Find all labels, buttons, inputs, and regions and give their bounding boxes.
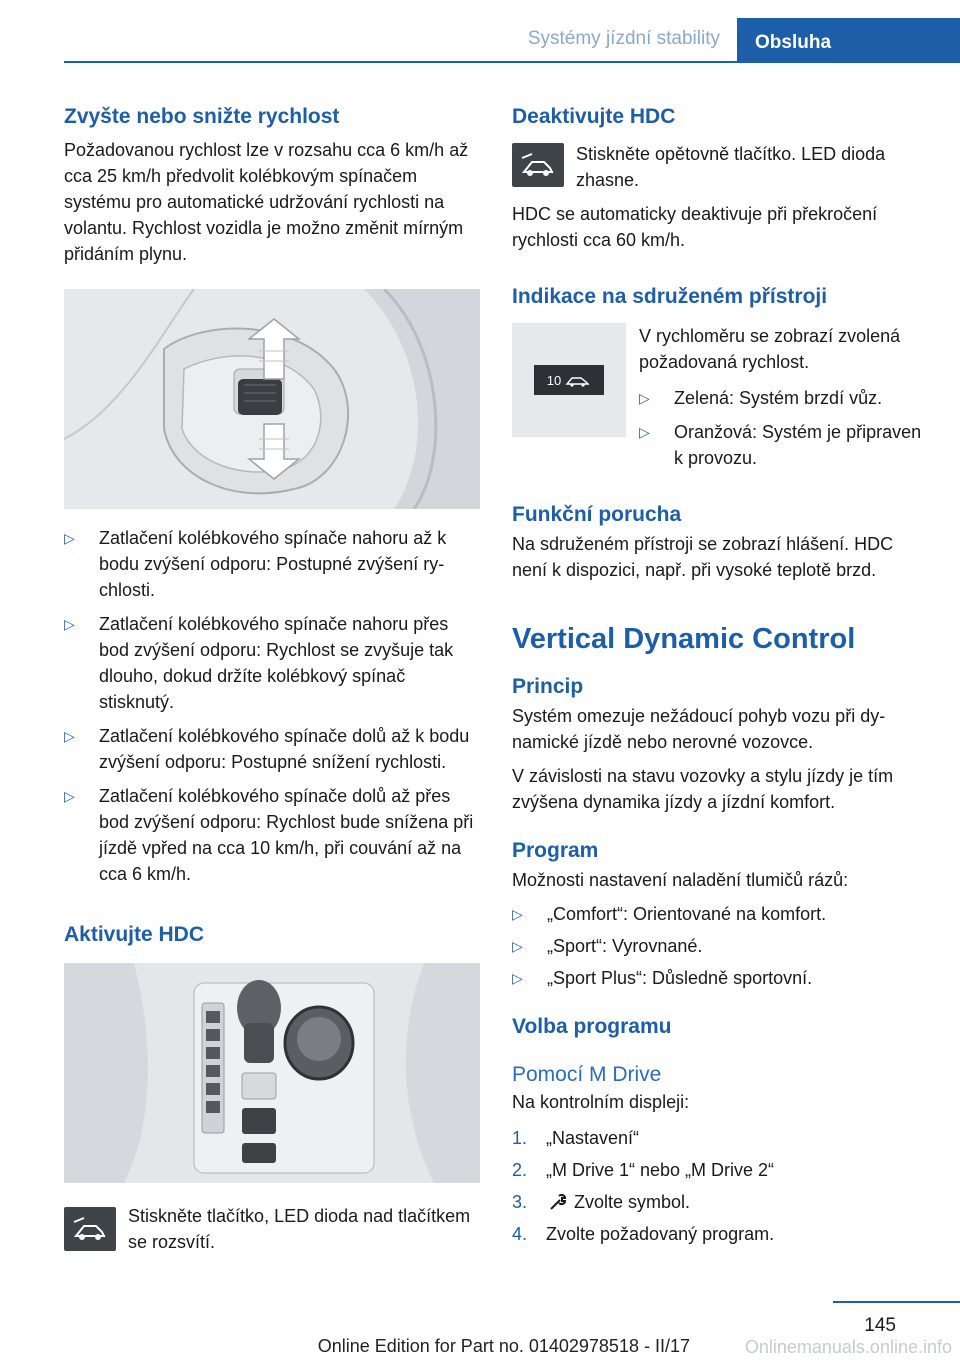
wrench-icon [548,1193,568,1211]
bullet-triangle-icon: ▷ [64,728,75,744]
list-item [64,525,480,603]
step-number: 4. [512,1224,528,1244]
deactivate-icon-paragraph: Stiskněte opětovně tlačítko. LED dioda zhasne. [576,144,886,190]
list-item-text: „Sport“: Vyrovnané. [547,936,703,956]
center-console-illustration [64,963,480,1183]
page-number: 145 [864,1315,896,1336]
footer-rule [833,1301,960,1303]
display-value: 10 [546,372,562,388]
list-item [64,783,480,887]
indication-text [639,323,928,471]
activate-row [64,1203,480,1255]
deactivate-row [512,141,928,193]
steps-list [512,1125,928,1247]
step-text: „M Drive 1“ nebo „M Drive 2“ [546,1160,775,1180]
list-item-text: Zatlačení kolébkového spínače nahoru přes bod zvýšení odporu: Rychlost se zvyšuje tak dlouho, dokud držíte kolébkový spínač stisknutý. [99,614,454,712]
list-item-text: Zatlačení kolébkového spínače nahoru až k bodu zvýšení odporu: Postupné zvýšení rychlosti. [99,528,447,600]
indication-row [512,323,928,471]
princip-paragraph-2: V závislosti na stavu vozovky a stylu jízdy je tím zvýšena dynamika jízdy a jízdní komfort. [512,766,894,812]
bullet-triangle-icon: ▷ [639,390,650,406]
bullet-triangle-icon: ▷ [512,938,523,954]
heading-program: Program [512,839,599,862]
speedometer-display [512,323,626,437]
list-item-text: Zatlačení kolébkového spínače dolů až k bodu zvýšení odporu: Postupné snížení rychlosti. [99,726,470,772]
activate-paragraph: Stiskněte tlačítko, LED dioda nad tlačítkem se rozsvítí. [128,1206,471,1252]
header-tab: Obsluha [737,18,960,63]
hdc-icon [70,1214,110,1244]
list-item [512,901,928,927]
mdrive-paragraph: Na kontrolním displeji: [512,1092,690,1112]
edition-text: Online Edition for Part no. 01402978518 - II/17 [317,1336,690,1356]
list-item-text: „Comfort“: Orientované na komfort. [547,904,827,924]
center-console-photo [64,963,480,1183]
bullet-triangle-icon: ▷ [64,788,75,804]
indication-paragraph: V rychloměru se zobrazí zvolená požadovaná rychlost. [639,326,901,372]
list-item-text: „Sport Plus“: Důsledně sportovní. [547,968,813,988]
fault-paragraph: Na sdruženém přístroji se zobrazí hlášení. HDC není k dispozici, např. při vysoké teplotě brzd. [512,534,894,580]
speed-bullet-list [64,525,480,887]
left-column [64,103,480,1255]
bullet-triangle-icon: ▷ [639,424,650,440]
bullet-triangle-icon: ▷ [64,616,75,632]
list-item-text: Oranžová: Systém je připraven k provozu. [674,422,922,468]
steering-wheel-illustration [64,289,480,509]
heading-princip: Princip [512,675,584,698]
list-item [512,1125,928,1151]
watermark: Onlinemanuals.online.info [744,1337,952,1357]
step-number: 1. [512,1128,528,1148]
deactivate-paragraph: HDC se automaticky deaktivuje při překročení rychlosti cca 60 km/h. [512,204,878,250]
list-item [64,611,480,715]
hdc-icon [518,150,558,180]
list-item [64,723,480,775]
list-item [512,965,928,991]
step-text: Zvolte požadovaný program. [546,1224,775,1244]
list-item [512,1221,928,1247]
hdc-button-icon [512,143,564,187]
bullet-triangle-icon: ▷ [64,530,75,546]
right-column [512,103,928,1247]
step-text: „Nastavení“ [546,1128,640,1148]
heading-vdc: Vertical Dynamic Control [512,623,856,655]
steering-wheel-photo [64,289,480,509]
header-section-title: Systémy jízdní stability [527,28,720,49]
princip-paragraph-1: Systém omezuje nežádoucí pohyb vozu při dynamické jízdě nebo nerovné vozovce. [512,706,886,752]
program-list [512,901,928,991]
list-item [639,419,928,471]
bullet-triangle-icon: ▷ [512,906,523,922]
speed-paragraph: Požadovanou rychlost lze v rozsahu cca 6 km/h až cca 25 km/h předvolit kolébkovým spínačem systému pro automatické udržování rychlosti na volantu. Rychlost vozidla je možno změnit mírným přidáním plynu. [64,140,469,264]
heading-volba: Volba programu [512,1015,672,1038]
heading-speed: Zvyšte nebo snižte rychlost [64,105,340,128]
display-screen [534,365,604,395]
heading-activate: Aktivujte HDC [64,923,205,946]
heading-deactivate: Deaktivujte HDC [512,105,676,128]
hdc-button-icon [64,1207,116,1251]
program-paragraph: Možnosti nastavení naladění tlumičů rázů: [512,870,849,890]
list-item [512,933,928,959]
step-text: Zvolte symbol. [574,1192,691,1212]
list-item [639,385,928,411]
heading-fault: Funkční porucha [512,503,682,526]
hdc-icon [565,373,591,387]
step-number: 3. [512,1192,528,1212]
header-rule [64,61,960,63]
list-item [512,1157,928,1183]
list-item-text: Zatlačení kolébkového spínače dolů až přes bod zvýšení odporu: Rychlost bude snížena při jízdě vpřed na cca 10 km/h, při couvání až na cca 6 km/h. [99,786,474,884]
heading-mdrive: Pomocí M Drive [512,1063,662,1086]
heading-indication: Indikace na sdruženém přístroji [512,285,828,308]
list-item [512,1189,928,1215]
bullet-triangle-icon: ▷ [512,970,523,986]
step-number: 2. [512,1160,528,1180]
list-item-text: Zelená: Systém brzdí vůz. [674,388,883,408]
